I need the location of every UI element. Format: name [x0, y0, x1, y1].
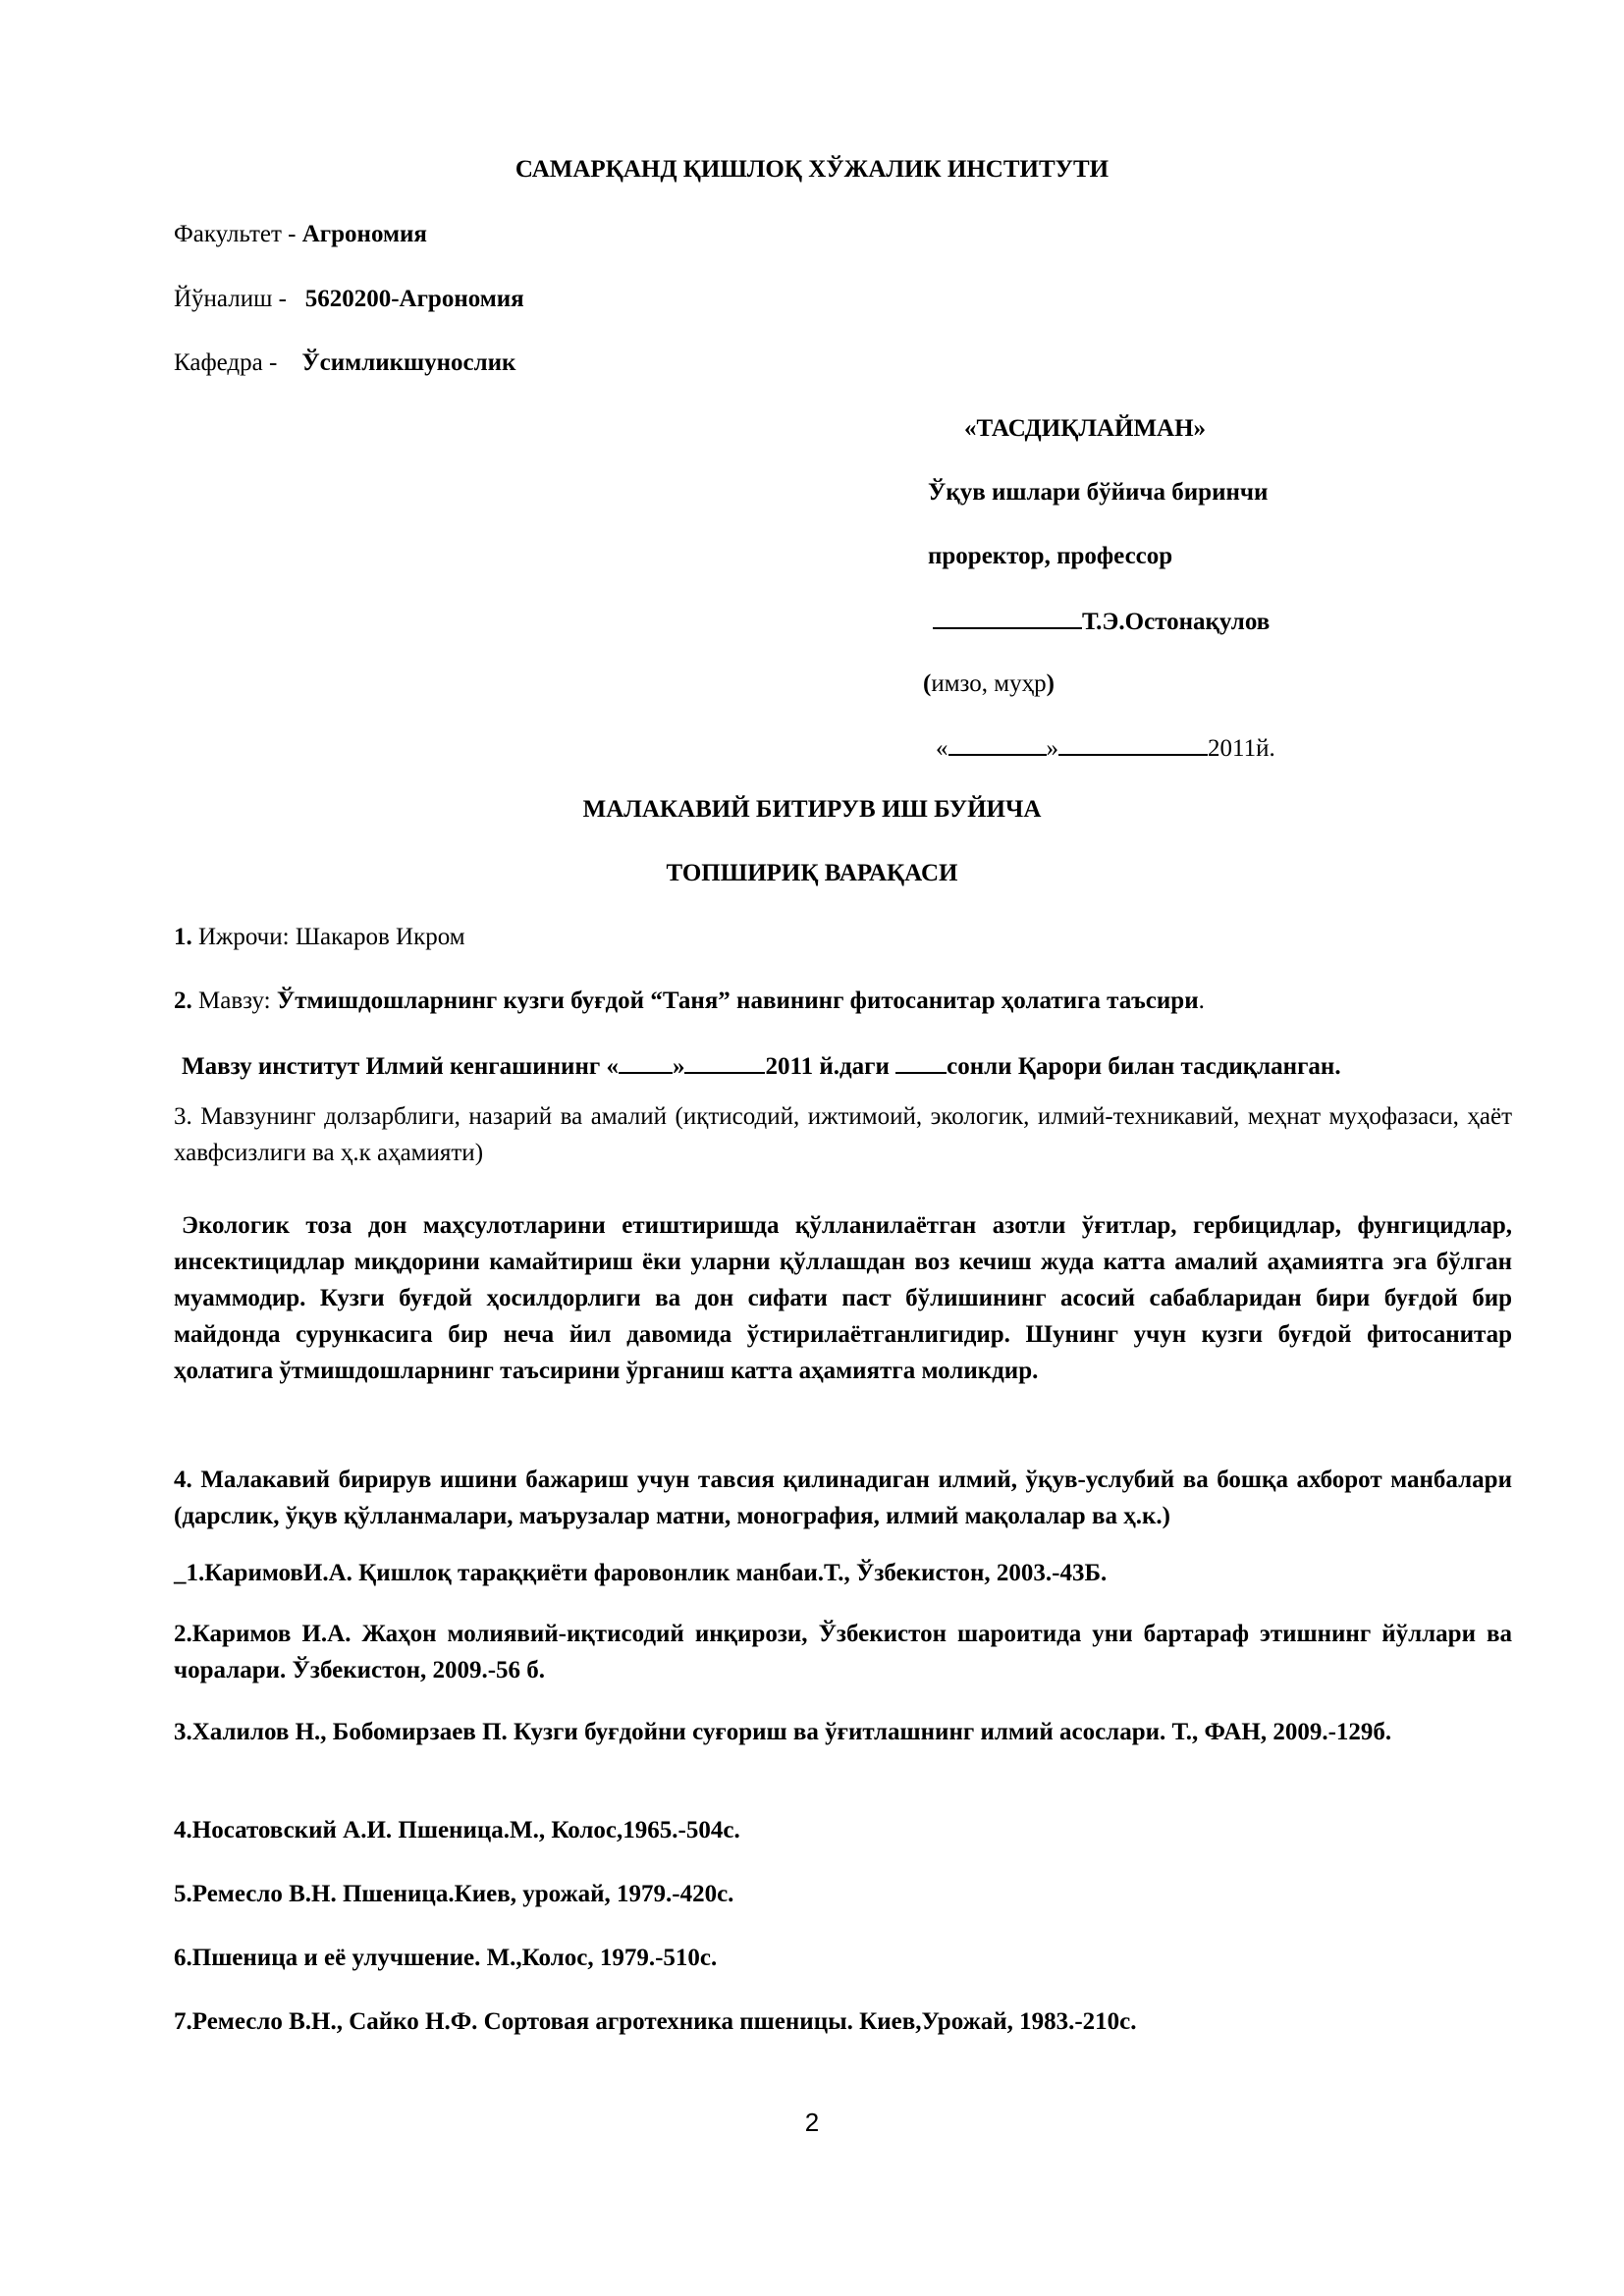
- item-2: 2. Мавзу: Ўтмишдошларнинг кузги буғдой “Таня” навининг фитосанитар ҳолатига таъсири.: [174, 988, 1205, 1014]
- signature-note: (имзо, муҳр): [923, 670, 1055, 697]
- topic-text: Ўтмишдошларнинг кузги буғдой “Таня” навининг фитосанитар ҳолатига таъсири: [276, 988, 1199, 1014]
- doc-title-1: МАЛАКАВИЙ БИТИРУВ ИШ БУЙИЧА: [582, 796, 1042, 823]
- direction-line: [174, 285, 524, 314]
- page-number: 2: [804, 2108, 820, 2137]
- department-line: [174, 348, 515, 378]
- doc-title-2: ТОПШИРИҚ ВАРАҚАСИ: [666, 860, 958, 886]
- signature-blank: [933, 606, 1082, 629]
- date-day-blank: [948, 732, 1047, 756]
- reference-2: 2.Каримов И.А. Жаҳон молиявий-иқтисодий инқирози, Ўзбекистон шароитида уни бартараф этишнинг йўллари ва чоралари. Ўзбекистон, 2009.-56 б.: [174, 1621, 1512, 1683]
- direction-label: Йўналиш -: [174, 286, 294, 312]
- topic-approval-line: Мавзу институт Илмий кенгашининг « » 2011 й.даги сонли Қарори билан тасдиқланган.: [182, 1050, 1341, 1082]
- item-4: 4. Малакавий бирирув ишини бажариш учун тавсия қилинадиган илмий, ўқув-услубий ва бошқа ахборот манбалари (дарслик, ўқув қўлланмалари, маърузалар матни, монография, илмий мақолалар ва ҳ.к.): [174, 1467, 1512, 1529]
- relevance-paragraph: Экологик тоза дон маҳсулотларини етиштиришда қўлланилаётган азотли ўғитлар, гербицидлар, фунгицидлар, инсектицидлар миқдорини камайтириш ёки уларни қўллашдан воз кечиш жуда катта амалий аҳамиятга эга бўлган муаммодир. Кузги буғдой ҳосилдорлиги ва дон сифати паст бўлишининг асосий сабабларидан бири буғдой бир майдонда сурункасига бир неча йил давомида ўстирилаётганлигидир. Шунинг учун кузги буғдой фитосанитар ҳолатига ўтмишдошларнинг таъсирини ўрганиш катта аҳамиятга моликдир.: [174, 1212, 1512, 1384]
- item-3: 3. Мавзунинг долзарблиги, назарий ва амалий (иқтисодий, ижтимоий, экологик, илмий-техникавий, меҳнат муҳофазаси, ҳаёт хавфсизлиги ва ҳ.к аҳамияти): [174, 1103, 1512, 1166]
- reference-6: 6.Пшеница и её улучшение. М.,Колос, 1979.-510с.: [174, 1945, 718, 1971]
- faculty-label: Факультет -: [174, 221, 302, 247]
- reference-1: _1.КаримовИ.А. Қишлоқ тараққиёти фаровонлик манбаи.Т., Ўзбекистон, 2003.-43Б.: [174, 1560, 1108, 1586]
- institute-name: САМАРҚАНД ҚИШЛОҚ ХЎЖАЛИК ИНСТИТУТИ: [514, 156, 1110, 183]
- item-1: 1. Ижрочи: Шакаров Икром: [174, 924, 465, 950]
- reference-7: 7.Ремесло В.Н., Сайко Н.Ф. Сортовая агротехника пшеницы. Киев,Урожай, 1983.-210с.: [174, 2008, 1137, 2035]
- date-month-blank: [1058, 732, 1208, 756]
- department-value: Ўсимликшунослик: [301, 349, 516, 376]
- direction-value: 5620200-Агрономия: [304, 286, 524, 312]
- reference-3: 3.Халилов Н., Бобомирзаев П. Кузги буғдойни суғориш ва ўғитлашнинг илмий асослари. Т., ФАН, 2009.-129б.: [174, 1719, 1392, 1745]
- signer-name: Т.Э.Остонақулов: [1082, 609, 1271, 635]
- approval-date-line: « » 2011й.: [936, 732, 1275, 764]
- reference-5: 5.Ремесло В.Н. Пшеница.Киев, урожай, 1979.-420с.: [174, 1881, 734, 1907]
- approval-line-1: Ўқув ишлари бўйича биринчи: [928, 479, 1269, 506]
- department-label: Кафедра -: [174, 349, 284, 376]
- faculty-line: [174, 220, 427, 249]
- approval-signature-line: [933, 606, 1270, 637]
- reference-4: 4.Носатовский А.И. Пшеница.М., Колос,1965.-504с.: [174, 1817, 740, 1843]
- approval-line-2: проректор, профессор: [928, 543, 1173, 569]
- faculty-value: Агрономия: [301, 221, 427, 247]
- approval-heading: «ТАСДИҚЛАЙМАН»: [964, 415, 1207, 442]
